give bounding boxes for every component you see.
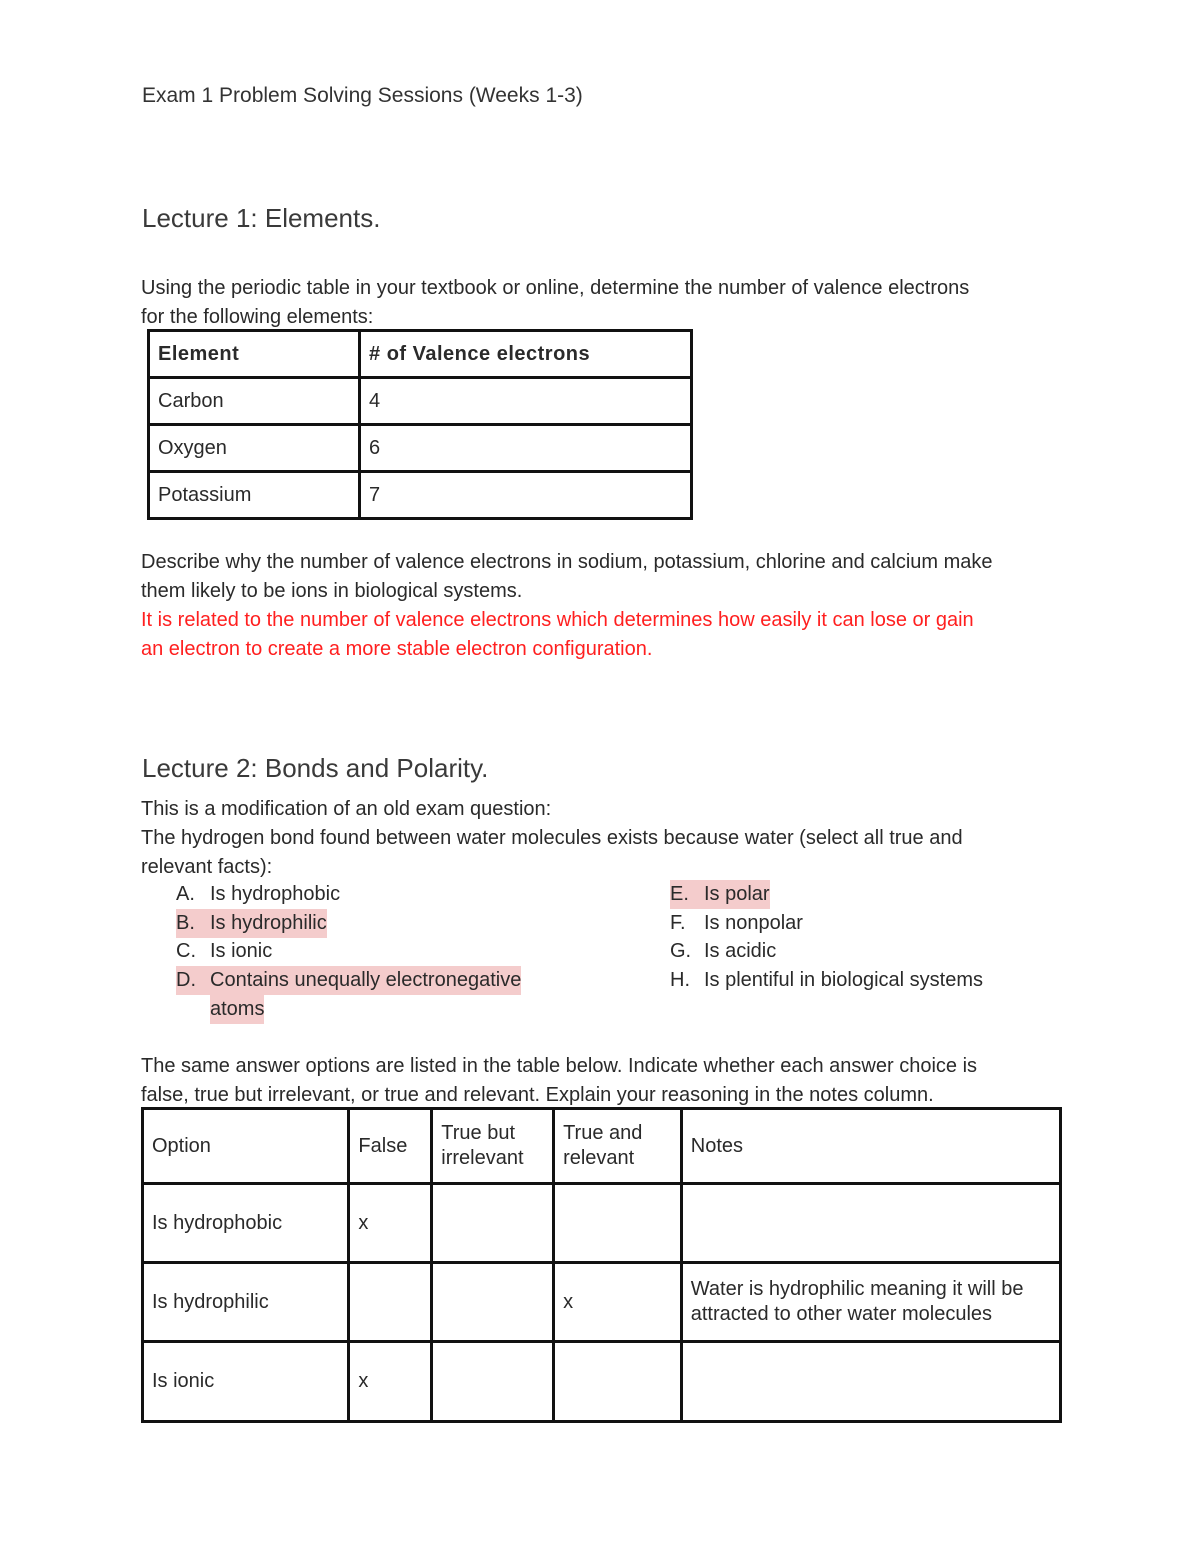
table-row	[143, 1263, 1061, 1342]
lecture-1-question	[141, 548, 1071, 664]
option-text: Is nonpolar	[704, 912, 803, 934]
notes-cell: Water is hydrophilic meaning it will be attracted to other water molecules	[681, 1263, 1060, 1342]
option-b	[176, 909, 327, 938]
option-text: Contains unequally electronegative	[210, 969, 522, 991]
options-table-intro	[141, 1052, 1071, 1110]
valence-electrons-table	[147, 329, 693, 520]
lecture-2-heading: Lecture 2: Bonds and Polarity.	[142, 753, 489, 783]
answer-line-2: an electron to create a more stable electron configuration.	[141, 638, 653, 660]
element-cell: Oxygen	[149, 425, 360, 472]
option-d-continuation: atoms	[210, 995, 264, 1024]
question-line-1: Describe why the number of valence electrons in sodium, potassium, chlorine and calcium make	[141, 551, 993, 573]
intro-line-1: Using the periodic table in your textbook or online, determine the number of valence electrons	[141, 277, 970, 299]
lecture-1-heading: Lecture 1: Elements.	[142, 203, 381, 233]
table-row	[143, 1184, 1061, 1263]
table-row	[149, 378, 692, 425]
true-irrelevant-cell	[432, 1184, 554, 1263]
option-letter: F.	[670, 912, 686, 934]
false-cell: x	[349, 1342, 432, 1422]
true-irrelevant-cell	[432, 1263, 554, 1342]
option-letter: C.	[176, 940, 196, 962]
lecture-2-line-1: This is a modification of an old exam question:	[141, 798, 552, 820]
notes-cell	[681, 1184, 1060, 1263]
option-cell: Is ionic	[143, 1342, 349, 1422]
true-relevant-cell	[554, 1184, 682, 1263]
option-text: Is plentiful in biological systems	[704, 969, 984, 991]
table-header-row	[149, 331, 692, 378]
option-letter: H.	[670, 969, 690, 991]
lecture-2-intro	[141, 795, 1071, 882]
notes-cell	[681, 1342, 1060, 1422]
table-row	[149, 425, 692, 472]
lecture-2-line-2: The hydrogen bond found between water molecules exists because water (select all true and	[141, 827, 963, 849]
column-header-element: Element	[149, 331, 360, 378]
option-text: Is polar	[704, 883, 770, 905]
answer-line-1: It is related to the number of valence electrons which determines how easily it can lose or gain	[141, 609, 974, 631]
option-letter: B.	[176, 912, 195, 934]
true-relevant-cell	[554, 1342, 682, 1422]
column-header-true-irrelevant: True but irrelevant	[432, 1109, 554, 1184]
option-f	[670, 909, 803, 938]
option-h	[670, 966, 983, 995]
element-cell: Potassium	[149, 472, 360, 519]
option-text: Is acidic	[704, 940, 777, 962]
option-text: Is hydrophobic	[210, 883, 341, 905]
option-letter: E.	[670, 883, 689, 905]
table-row	[143, 1342, 1061, 1422]
option-letter: D.	[176, 969, 196, 991]
lecture-1-intro	[141, 274, 1071, 332]
table-intro-line-2: false, true but irrelevant, or true and relevant. Explain your reasoning in the notes column.	[141, 1084, 934, 1106]
table-row	[149, 472, 692, 519]
true-relevant-cell: x	[554, 1263, 682, 1342]
table-intro-line-1: The same answer options are listed in the table below. Indicate whether each answer choice is	[141, 1055, 978, 1077]
column-header-notes: Notes	[681, 1109, 1060, 1184]
option-text: Is ionic	[210, 940, 273, 962]
false-cell	[349, 1263, 432, 1342]
option-d	[176, 966, 521, 995]
table-header-row	[143, 1109, 1061, 1184]
option-letter: G.	[670, 940, 692, 962]
valence-cell: 4	[360, 378, 692, 425]
option-letter: A.	[176, 883, 195, 905]
option-e	[670, 880, 770, 909]
column-header-false: False	[349, 1109, 432, 1184]
intro-line-2: for the following elements:	[141, 306, 374, 328]
option-cell: Is hydrophobic	[143, 1184, 349, 1263]
element-cell: Carbon	[149, 378, 360, 425]
option-text: Is hydrophilic	[210, 912, 327, 934]
option-c	[176, 937, 272, 966]
column-header-valence: # of Valence electrons	[360, 331, 692, 378]
column-header-option: Option	[143, 1109, 349, 1184]
page-header-title: Exam 1 Problem Solving Sessions (Weeks 1-3)	[142, 84, 583, 107]
valence-cell: 7	[360, 472, 692, 519]
option-cell: Is hydrophilic	[143, 1263, 349, 1342]
option-a	[176, 880, 340, 909]
valence-cell: 6	[360, 425, 692, 472]
lecture-2-line-3: relevant facts):	[141, 856, 273, 878]
false-cell: x	[349, 1184, 432, 1263]
options-evaluation-table	[141, 1107, 1062, 1423]
option-g	[670, 937, 776, 966]
true-irrelevant-cell	[432, 1342, 554, 1422]
column-header-true-relevant: True and relevant	[554, 1109, 682, 1184]
question-line-2: them likely to be ions in biological systems.	[141, 580, 523, 602]
